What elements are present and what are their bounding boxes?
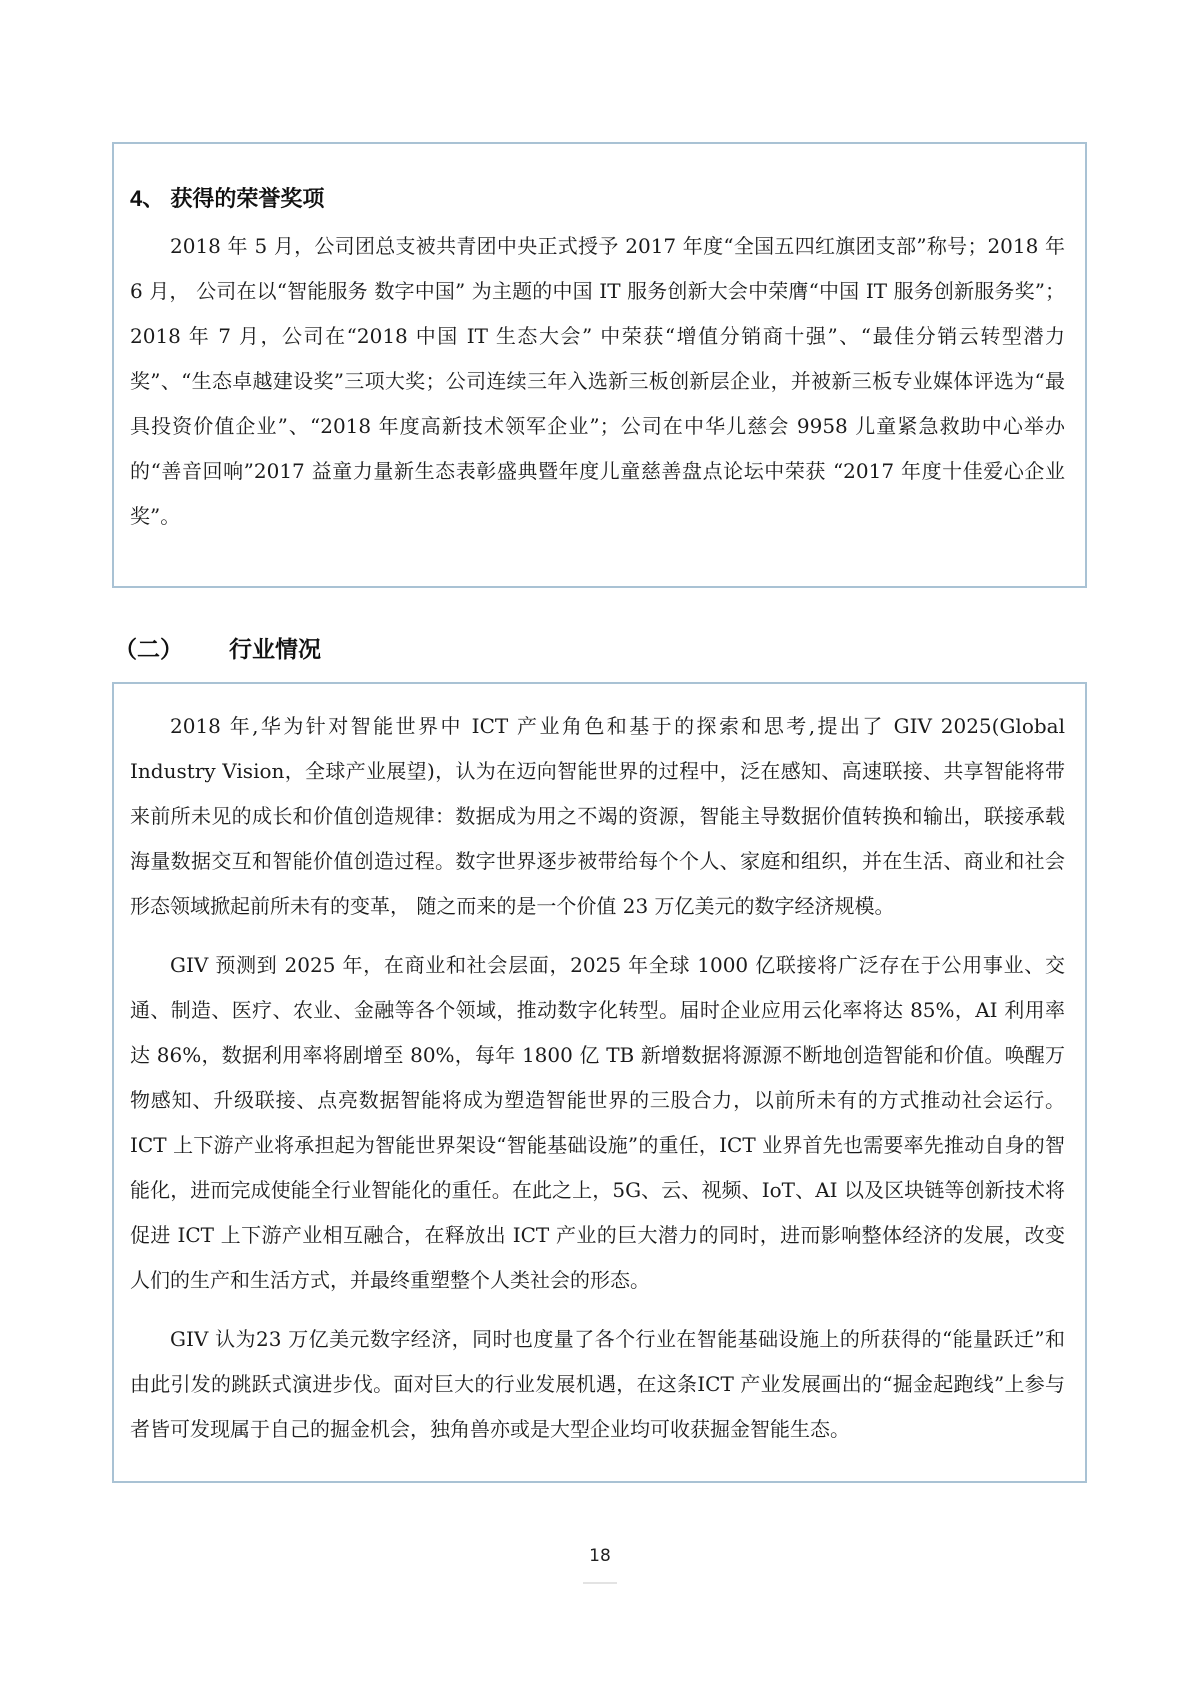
awards-heading: 4、 获得的荣誉奖项	[130, 186, 325, 211]
industry-paragraph-3: GIV 认为23 万亿美元数字经济，同时也度量了各个行业在智能基础设施上的所获得的“能量跃迁”和由此引发的跳跃式演进步伐。面对巨大的行业发展机遇，在这条ICT 产业发展画出的“掘金起跑线”上参与者皆可发现属于自己的掘金机会，独角兽亦或是大型企业均可收获掘金智能生态。	[130, 1327, 1065, 1441]
section-numbering: （二）	[114, 636, 183, 662]
page-number: 18	[589, 1546, 611, 1566]
section-heading	[114, 634, 321, 664]
awards-box	[112, 142, 1087, 588]
industry-box	[112, 682, 1087, 1483]
industry-paragraph-2: GIV 预测到 2025 年，在商业和社会层面，2025 年全球 1000 亿联接将广泛存在于公用事业、交通、制造、医疗、农业、金融等各个领域，推动数字化转型。届时企业应用云化率将达 85%，AI 利用率达 86%，数据利用率将剧增至 80%，每年 1800 亿 TB 新增数据将源源不断地创造智能和价值。唤醒万物感知、升级联接、点亮数据智能将成为塑造智能世界的三股合力，以前所未有的方式推动社会运行。ICT 上下游产业将承担起为智能世界架设“智能基础设施”的重任，ICT 业界首先也需要率先推动自身的智能化，进而完成使能全行业智能化的重任。在此之上，5G、云、视频、IoT、AI 以及区块链等创新技术将促进 ICT 上下游产业相互融合，在释放出 ICT 产业的巨大潜力的同时，进而影响整体经济的发展，改变人们的生产和生活方式，并最终重塑整个人类社会的形态。	[130, 953, 1065, 1292]
section-title: 行业情况	[229, 636, 321, 662]
footer-scan-mark	[583, 1582, 617, 1584]
industry-paragraph-1: 2018 年,华为针对智能世界中 ICT 产业角色和基于的探索和思考,提出了 GIV 2025(Global Industry Vision，全球产业展望)，认为在迈向智能世界的过程中，泛在感知、高速联接、共享智能将带来前所未见的成长和价值创造规律：数据成为用之不竭的资源，智能主导数据价值转换和输出，联接承载海量数据交互和智能价值创造过程。数字世界逐步被带给每个个人、家庭和组织，并在生活、商业和社会形态领域掀起前所未有的变革， 随之而来的是一个价值 23 万亿美元的数字经济规模。	[130, 714, 1065, 918]
page-footer	[0, 1546, 1200, 1566]
awards-paragraph: 2018 年 5 月，公司团总支被共青团中央正式授予 2017 年度“全国五四红旗团支部”称号；2018 年 6 月， 公司在以“智能服务 数字中国” 为主题的中国 IT 服务创新大会中荣膺“中国 IT 服务创新服务奖”；2018 年 7 月，公司在“2018 中国 IT 生态大会” 中荣获“增值分销商十强”、“最佳分销云转型潜力奖”、“生态卓越建设奖”三项大奖；公司连续三年入选新三板创新层企业，并被新三板专业媒体评选为“最具投资价值企业”、“2018 年度高新技术领军企业”；公司在中华儿慈会 9958 儿童紧急救助中心举办的“善音回响”2017 益童力量新生态表彰盛典暨年度儿童慈善盘点论坛中荣获 “2017 年度十佳爱心企业奖”。	[130, 234, 1065, 528]
